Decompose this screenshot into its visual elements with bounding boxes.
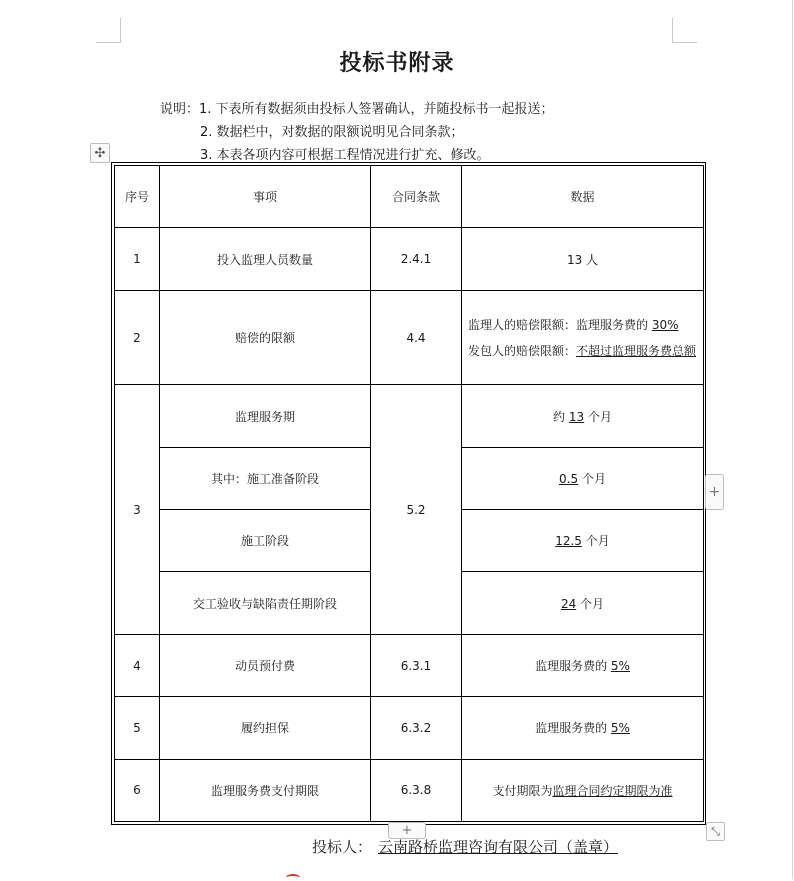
table-row — [115, 228, 704, 290]
compensation-line-1: 监理人的赔偿限额：监理服务费的 — [468, 317, 652, 332]
row-data[interactable] — [462, 572, 704, 634]
table-row — [115, 290, 704, 385]
row-no[interactable]: 5 — [115, 697, 160, 759]
red-stamp-edge — [286, 874, 300, 881]
row-data[interactable] — [462, 634, 704, 696]
row-data[interactable] — [462, 447, 704, 509]
table-row — [115, 697, 704, 759]
header-clause: 合同条款 — [371, 166, 462, 228]
add-column-button[interactable]: + — [705, 474, 724, 510]
row-data[interactable] — [462, 385, 704, 447]
row-item[interactable]: 交工验收与缺陷责任期阶段 — [160, 572, 371, 634]
data-unit: 个月 — [581, 534, 610, 549]
row-no[interactable]: 4 — [115, 634, 160, 696]
page-edge — [792, 0, 793, 879]
document-title: 投标书附录 — [339, 50, 455, 76]
row-clause[interactable]: 4.4 — [371, 290, 462, 385]
data-value: 13 — [568, 409, 585, 424]
row-no[interactable]: 1 — [115, 228, 160, 290]
compensation-value-1: 30% — [651, 317, 679, 332]
data-prefix: 监理服务费的 — [535, 721, 611, 736]
table-resize-handle-icon[interactable]: ⤡ — [706, 822, 725, 841]
data-value: 0.5 — [559, 471, 579, 486]
row-item[interactable]: 动员预付费 — [160, 634, 371, 696]
header-item: 事项 — [160, 166, 371, 228]
data-prefix: 约 — [553, 409, 569, 424]
data-unit: 个月 — [578, 471, 606, 486]
row-item[interactable]: 施工阶段 — [160, 510, 371, 572]
appendix-table-frame — [111, 162, 706, 825]
page-corner-mark-top-right — [672, 18, 697, 43]
instruction-item-1: 1. 下表所有数据须由投标人签署确认，并随投标书一起报送； — [199, 102, 554, 117]
row-data[interactable]: 13 人 — [462, 228, 704, 290]
data-unit: 个月 — [576, 596, 605, 611]
row-item[interactable]: 投入监理人员数量 — [160, 228, 371, 290]
data-value: 5% — [610, 721, 630, 736]
row-data[interactable] — [462, 697, 704, 759]
instruction-item-2: 2. 数据栏中，对数据的限额说明见合同条款； — [200, 125, 464, 140]
table-move-handle-icon[interactable]: ✣ — [90, 143, 110, 163]
signer-label: 投标人： — [312, 838, 373, 856]
data-value: 监理合同约定期限为准 — [552, 783, 673, 798]
compensation-value-2: 不超过监理服务费总额 — [576, 343, 697, 358]
row-clause[interactable]: 2.4.1 — [371, 228, 462, 290]
signature-line — [312, 836, 624, 857]
row-data[interactable] — [462, 290, 704, 385]
instruction-item-3: 3. 本表各项内容可根据工程情况进行扩充、修改。 — [200, 148, 490, 163]
table-header-row — [115, 166, 704, 228]
header-data: 数据 — [462, 166, 704, 228]
row-clause[interactable]: 6.3.8 — [371, 759, 462, 821]
row-data[interactable] — [462, 759, 704, 821]
instructions — [160, 98, 554, 167]
data-value: 5% — [610, 659, 630, 673]
row-no[interactable]: 6 — [115, 759, 160, 821]
row-item[interactable]: 其中：施工准备阶段 — [160, 447, 371, 509]
data-prefix: 支付期限为 — [492, 783, 553, 798]
row-clause[interactable]: 6.3.1 — [371, 634, 462, 696]
row-item[interactable]: 履约担保 — [160, 697, 371, 759]
add-row-button[interactable]: + — [388, 822, 426, 839]
row-no[interactable]: 2 — [115, 290, 160, 385]
row-item[interactable]: 监理服务期 — [160, 385, 371, 447]
row-item[interactable]: 监理服务费支付期限 — [160, 759, 371, 821]
row-clause[interactable]: 5.2 — [371, 385, 462, 635]
header-no: 序号 — [115, 166, 160, 228]
signer-company: 云南路桥监理咨询有限公司（盖章） — [378, 838, 619, 856]
data-value: 24 — [560, 596, 577, 611]
data-unit: 个月 — [584, 409, 612, 424]
table-row — [115, 385, 704, 447]
table-row — [115, 634, 704, 696]
table-row — [115, 759, 704, 821]
page-corner-mark-top-left — [96, 18, 121, 43]
data-value: 12.5 — [555, 534, 582, 549]
row-no[interactable]: 3 — [115, 385, 160, 635]
instructions-lead: 说明： — [160, 102, 200, 117]
row-clause[interactable]: 6.3.2 — [371, 697, 462, 759]
data-prefix: 监理服务费的 — [535, 659, 611, 673]
compensation-line-2: 发包人的赔偿限额： — [468, 343, 577, 358]
row-data[interactable] — [462, 510, 704, 572]
appendix-table — [114, 165, 704, 822]
row-item[interactable]: 赔偿的限额 — [160, 290, 371, 385]
